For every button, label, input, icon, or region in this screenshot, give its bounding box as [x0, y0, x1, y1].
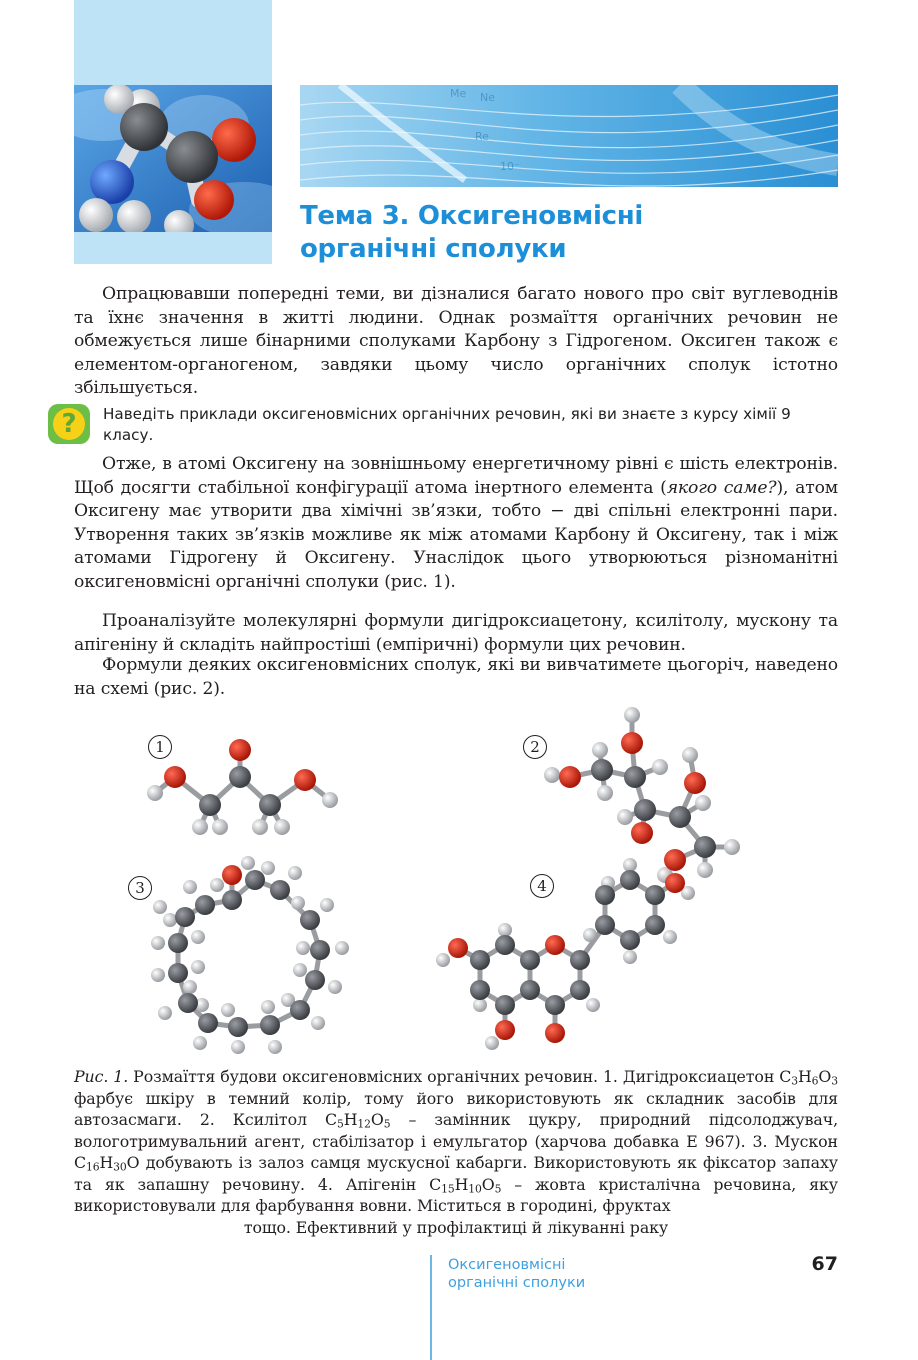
caption-sub: 30	[113, 1160, 127, 1174]
caption-prefix: Рис. 1.	[74, 1067, 129, 1086]
title-line-1: Тема 3. Оксигеновмісні	[300, 201, 643, 231]
caption-text: H	[343, 1110, 358, 1129]
molecule-1-atoms	[147, 739, 338, 835]
molecule-3-oxygen	[222, 865, 242, 885]
title-line-2: органічні сполуки	[300, 234, 567, 264]
molecules-svg	[120, 705, 820, 1065]
caption-sub: 16	[86, 1160, 100, 1174]
body-p1-b: ), атом Оксигену має утворити два хімічні зв’язки, тобто − дві спільні електронні пари. Утворення таких зв’язків можливе як між атомами Карбону й Оксигену, так і між атомами Гідрогену й Оксигену. Унаслідок цього утворюються різноманітні оксигеновмісні органічні сполуки (рис. 1).	[74, 477, 838, 592]
body-p1-italic: якого саме?	[666, 477, 777, 498]
caption-text: H	[797, 1067, 812, 1086]
footer-section-name	[448, 1256, 585, 1292]
caption-sub: 10	[468, 1182, 482, 1196]
caption-text: O	[481, 1174, 495, 1194]
caption-sub: 3	[791, 1074, 798, 1088]
svg-text:Me: Me	[450, 87, 467, 100]
footer-section-line-1: Оксигеновмісні	[448, 1257, 566, 1273]
caption-text: O добувають із залоз самця мускусної кабарги. Використовують як фіксатор запаху та як запашну речовину. 4. Апігенін C	[74, 1153, 838, 1194]
caption-sub: 5	[494, 1182, 502, 1196]
body-paragraph-3	[74, 654, 838, 701]
caption-sub: 12	[357, 1117, 371, 1131]
question-icon	[48, 404, 90, 444]
caption-text: фарбує шкіру в темний колір, тому його використовують як складник засобів для автозасмаги. 2. Ксилітол C	[74, 1088, 838, 1129]
question-mark-glyph: ?	[53, 408, 85, 440]
svg-text:10⁻: 10⁻	[500, 160, 520, 173]
molecules-figure	[120, 705, 820, 1065]
page-number: 67	[811, 1253, 838, 1275]
caption-text: – жовта кристалічна речовина, яку використовували для фарбування вовни. Міститься в городині, фруктах	[74, 1174, 838, 1215]
body-p3-text: Формули деяких оксигеновмісних сполук, які ви вивчатимете цьогоріч, наведено на схемі (рис. 2).	[74, 655, 838, 699]
caption-sub: 15	[441, 1182, 455, 1196]
footer-divider	[430, 1255, 432, 1360]
question-text: Наведіть приклади оксигеновмісних органічних речовин, які ви знаєте з курсу хімії 9 класу.	[103, 405, 791, 444]
figure-label-1: 1	[148, 735, 172, 759]
body-p2-text: Проаналізуйте молекулярні формули дигідроксиацетону, ксилітолу, мускону та апігеніну й складіть найпростіші (емпіричні) формули цих речовин.	[74, 611, 838, 655]
caption-text: H	[99, 1153, 114, 1172]
caption-sub: 3	[831, 1074, 838, 1088]
intro-paragraph	[74, 283, 838, 401]
caption-sub: 5	[383, 1117, 391, 1131]
caption-text: Розмаїття будови оксигеновмісних органічних речовин. 1. Дигідроксиацетон C	[128, 1067, 792, 1086]
page-title	[300, 200, 643, 266]
svg-text:Ne: Ne	[480, 91, 495, 104]
caption-text: O	[818, 1067, 832, 1086]
body-paragraph-1	[74, 453, 838, 594]
caption-sub: 6	[811, 1074, 819, 1088]
caption-last-line: тощо. Ефективний у профілактиці й лікуванні раку	[243, 1217, 669, 1237]
molecule-header-image	[74, 85, 272, 232]
caption-text: – замінник цукру, природний підсолоджувач, вологотримувальний агент, стабілізатор і емульгатор (харчова добавка Е 967). 3. Мускон C	[74, 1110, 838, 1172]
svg-text:Re: Re	[475, 130, 489, 143]
caption-text: O	[370, 1110, 384, 1129]
figure-caption	[74, 1066, 838, 1238]
caption-text: H	[454, 1174, 469, 1194]
molecule-4-carbons	[470, 870, 665, 1015]
header-banner-image	[300, 85, 838, 187]
figure-label-2: 2	[523, 735, 547, 759]
figure-label-4: 4	[530, 874, 554, 898]
intro-text: Опрацювавши попередні теми, ви дізналися багато нового про світ вуглеводнів та їхнє значення в житті людини. Однак розмаїття органічних речовин не обмежується лише бінарними сполуками Карбону з Гідрогеном. Оксиген також є елементом-органогеном, завдяки цьому число органічних сполук істотно збільшується.	[74, 284, 838, 398]
body-p1-a: Отже, в атомі Оксигену на зовнішньому енергетичному рівні є шість електронів. Щоб досягти стабільної конфігурації атома інертного елемента (	[74, 454, 838, 498]
caption-sub: 5	[336, 1117, 344, 1131]
footer-section-line-2: органічні сполуки	[448, 1275, 586, 1291]
body-paragraph-2	[74, 610, 838, 657]
molecule-4-apigenin	[458, 880, 675, 1033]
figure-label-3: 3	[128, 876, 152, 900]
